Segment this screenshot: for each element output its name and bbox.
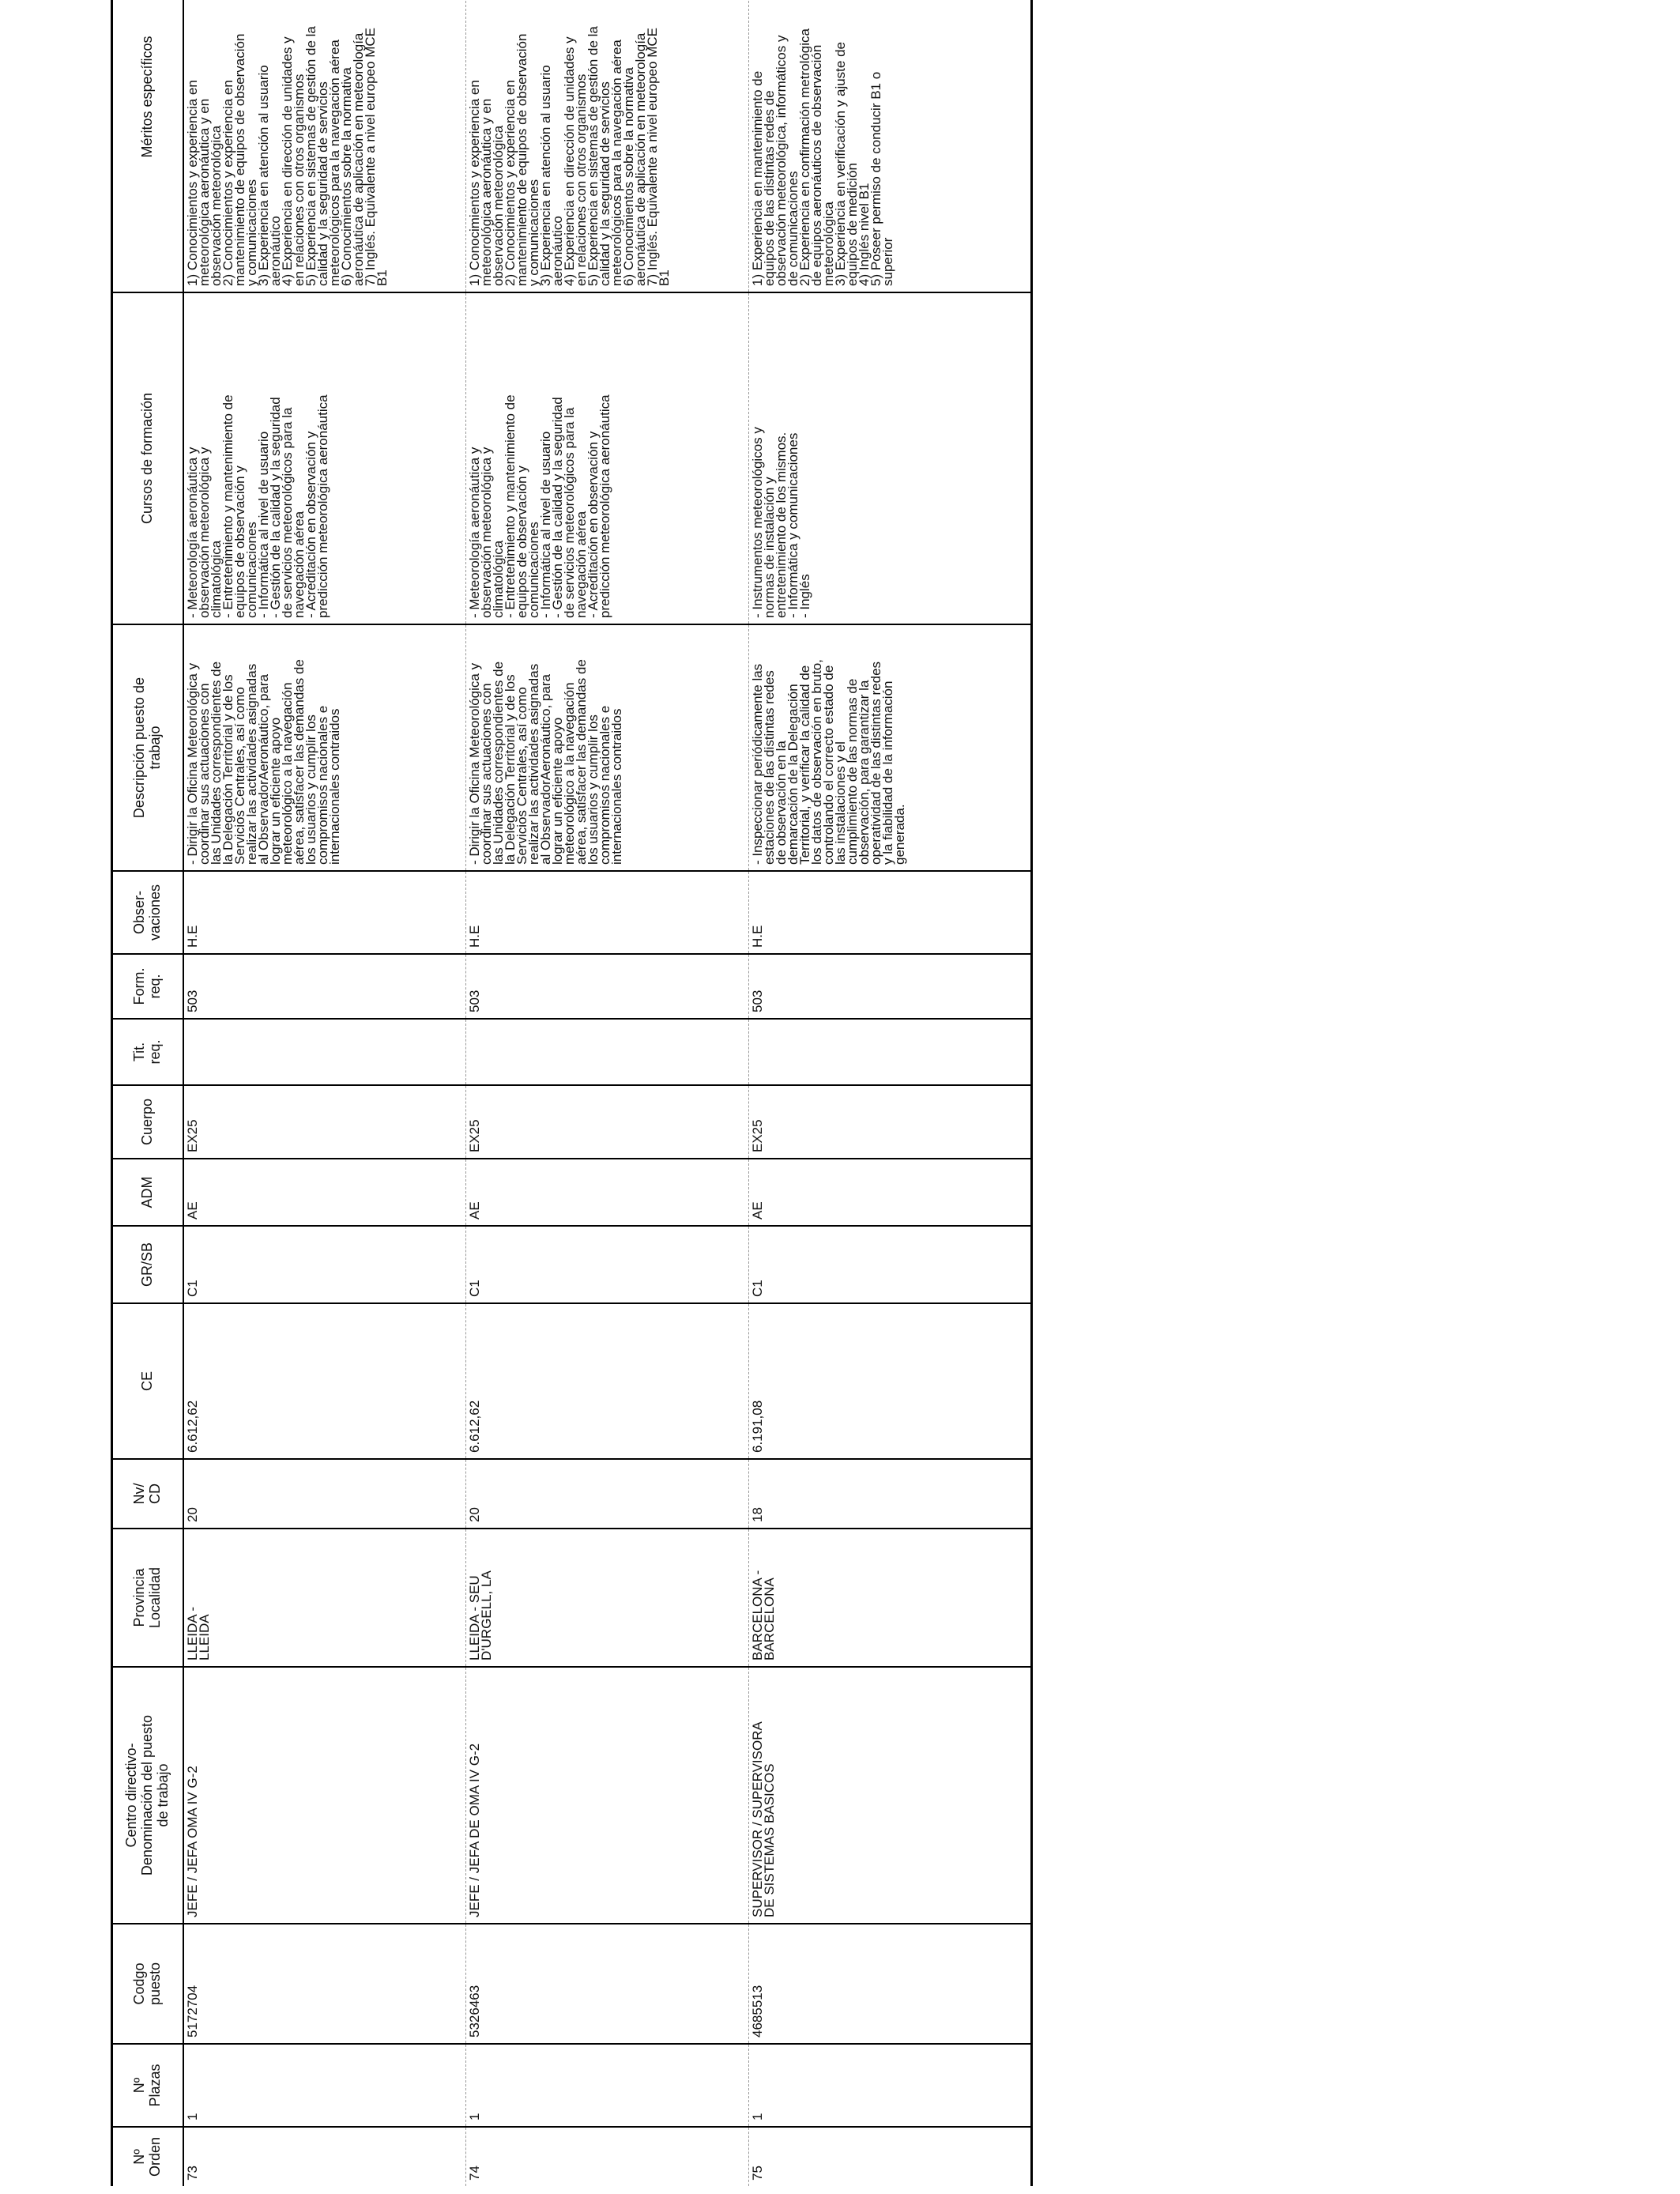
cell-cuerpo: EX25: [183, 1085, 466, 1159]
header-nv: Nv/ CD: [112, 1459, 183, 1529]
plazas-table: [111, 0, 1033, 2186]
cell-descripcion: - Inspeccionar periódicamente las estaciones de las distintas redes de observación en la demarcación de la Delegación Territorial, y verificar la calidad de los datos de observación en bruto, controlando el correcto estado de las instalaciones y el cumplimiento de las normas de observación, para garantizar la operatividad de las distintas redes y la fiabilidad de la información generada.: [749, 624, 1032, 871]
cell-grsb: C1: [749, 1226, 1032, 1303]
cell-nv: 20: [466, 1459, 749, 1529]
cell-provincia: BARCELONA - BARCELONA: [749, 1529, 1032, 1667]
cell-centro: JEFE / JEFA DE OMA IV G-2: [466, 1667, 749, 1924]
header-adm: ADM: [112, 1159, 183, 1226]
cell-cursos: - Meteorología aeronáutica y observación meteorológica y climatológica - Entretenimiento y mantenimiento de equipos de observación y comunicaciones - Informática al nivel de usuario - Gestión de la calidad y la seguridad de servicios meteorológicos para la navegación aérea - Acreditación en observación y predicción meteorológica aeronáutica: [183, 292, 466, 624]
header-cuerpo: Cuerpo: [112, 1085, 183, 1159]
cell-codigo: 5172704: [183, 1924, 466, 2044]
cell-cuerpo: EX25: [466, 1085, 749, 1159]
cell-obs: H.E: [183, 871, 466, 954]
header-provincia: Provincia Localidad: [112, 1529, 183, 1667]
header-codigo: Codgo puesto: [112, 1924, 183, 2044]
cell-meritos: 1) Conocimientos y experiencia en meteorológica aeronáutica y en observación meteorológica 2) Conocimientos y experiencia en mantenimiento de equipos de observación y comunicaciones 3) Experiencia en atención al usuario aeronáutico 4) Experiencia en dirección de unidades y en relaciones con otros organismos 5) Experiencia en sistemas de gestión de la calidad y la seguridad de servicios meteorológicos para la navegación aérea 6) Conocimientos sobre la normativa aeronáutica de aplicación en meteorología 7) Inglés. Equivalente a nivel europeo MCE B1: [183, 0, 466, 292]
cell-descripcion: - Dirigir la Oficina Meteorológica y coordinar sus actuaciones con las Unidades correspondientes de la Delegación Territorial y de los Servicios Centrales, así como realizar las actividades asignadas al ObservadorAeronáutico, para lograr un eficiente apoyo meteorológico a la navegación aérea, satisfacer las demandas de los usuarios y cumplir los compromisos nacionales e internacionales contraidos: [183, 624, 466, 871]
cell-cursos: - Meteorología aeronáutica y observación meteorológica y climatológica - Entretenimiento y mantenimiento de equipos de observación y comunicaciones - Informática al nivel de usuario - Gestión de la calidad y la seguridad de servicios meteorológicos para la navegación aérea - Acreditación en observación y predicción meteorológica aeronáutica: [466, 292, 749, 624]
header-ce: CE: [112, 1303, 183, 1459]
cell-form: 503: [466, 954, 749, 1019]
table-row: [466, 0, 749, 2186]
cell-provincia: LLEIDA - SEU D'URGELL, LA: [466, 1529, 749, 1667]
cell-nv: 20: [183, 1459, 466, 1529]
header-obs: Obser- vaciones: [112, 871, 183, 954]
header-grsb: GR/SB: [112, 1226, 183, 1303]
header-cursos: Cursos de formación: [112, 292, 183, 624]
cell-provincia: LLEIDA - LLEIDA: [183, 1529, 466, 1667]
cell-adm: AE: [183, 1159, 466, 1226]
cell-orden: 73: [183, 2127, 466, 2186]
cell-meritos: 1) Conocimientos y experiencia en meteorológica aeronáutica y en observación meteorológica 2) Conocimientos y experiencia en mantenimiento de equipos de observación y comunicaciones 3) Experiencia en atención al usuario aeronáutico 4) Experiencia en dirección de unidades y en relaciones con otros organismos 5) Experiencia en sistemas de gestión de la calidad y la seguridad de servicios meteorológicos para la navegación aérea 6) Conocimientos sobre la normativa aeronáutica de aplicación en meteorología 7) Inglés. Equivalente a nivel europeo MCE B1: [466, 0, 749, 292]
cell-plazas: 1: [183, 2044, 466, 2127]
cell-ce: 6.612,62: [466, 1303, 749, 1459]
cell-codigo: 5326463: [466, 1924, 749, 2044]
cell-cursos: - Instrumentos meteorológicos y normas de instalación y entretenimiento de los mismos. - Informática y comunicaciones - Inglés: [749, 292, 1032, 624]
cell-codigo: 4685513: [749, 1924, 1032, 2044]
header-form: Form. req.: [112, 954, 183, 1019]
header-centro: Centro directivo- Denominación del puesto de trabajo: [112, 1667, 183, 1924]
cell-descripcion: - Dirigir la Oficina Meteorológica y coordinar sus actuaciones con las Unidades correspondientes de la Delegación Territorial y de los Servicios Centrales, así como realizar las actividades asignadas al ObservadorAeronáutico, para lograr un eficiente apoyo meteorológico a la navegación aérea, satisfacer las demandas de los usuarios y cumplir los compromisos nacionales e internacionales contraidos: [466, 624, 749, 871]
header-descripcion: Descripción puesto de trabajo: [112, 624, 183, 871]
cell-adm: AE: [466, 1159, 749, 1226]
cell-cuerpo: EX25: [749, 1085, 1032, 1159]
cell-nv: 18: [749, 1459, 1032, 1529]
cell-obs: H.E: [466, 871, 749, 954]
cell-centro: SUPERVISOR / SUPERVISORA DE SISTEMAS BASICOS: [749, 1667, 1032, 1924]
header-plazas: Nº Plazas: [112, 2044, 183, 2127]
cell-form: 503: [183, 954, 466, 1019]
cell-grsb: C1: [183, 1226, 466, 1303]
cell-orden: 75: [749, 2127, 1032, 2186]
cell-tit: [749, 1019, 1032, 1085]
cell-plazas: 1: [466, 2044, 749, 2127]
cell-grsb: C1: [466, 1226, 749, 1303]
header-row: [112, 0, 183, 2186]
cell-ce: 6.612,62: [183, 1303, 466, 1459]
cell-form: 503: [749, 954, 1032, 1019]
cell-orden: 74: [466, 2127, 749, 2186]
header-orden: Nº Orden: [112, 2127, 183, 2186]
table-row: [749, 0, 1032, 2186]
cell-ce: 6.191,08: [749, 1303, 1032, 1459]
cell-obs: H.E: [749, 871, 1032, 954]
cell-meritos: 1) Experiencia en mantenimiento de equipos de las distintas redes de observación meteorológica, informáticos y de comunicaciones 2) Experiencia en confirmación metrológica de equipos aeronáuticos de observación meteorológica 3) Experiencia en verificación y ajuste de equipos de medición 4) Inglés nivel B1 5) Poseer permiso de conducir B1 o superior: [749, 0, 1032, 292]
cell-plazas: 1: [749, 2044, 1032, 2127]
header-tit: Tit. req.: [112, 1019, 183, 1085]
cell-tit: [183, 1019, 466, 1085]
cell-centro: JEFE / JEFA OMA IV G-2: [183, 1667, 466, 1924]
header-meritos: Méritos específicos: [112, 0, 183, 292]
cell-adm: AE: [749, 1159, 1032, 1226]
table-row: [183, 0, 466, 2186]
cell-tit: [466, 1019, 749, 1085]
